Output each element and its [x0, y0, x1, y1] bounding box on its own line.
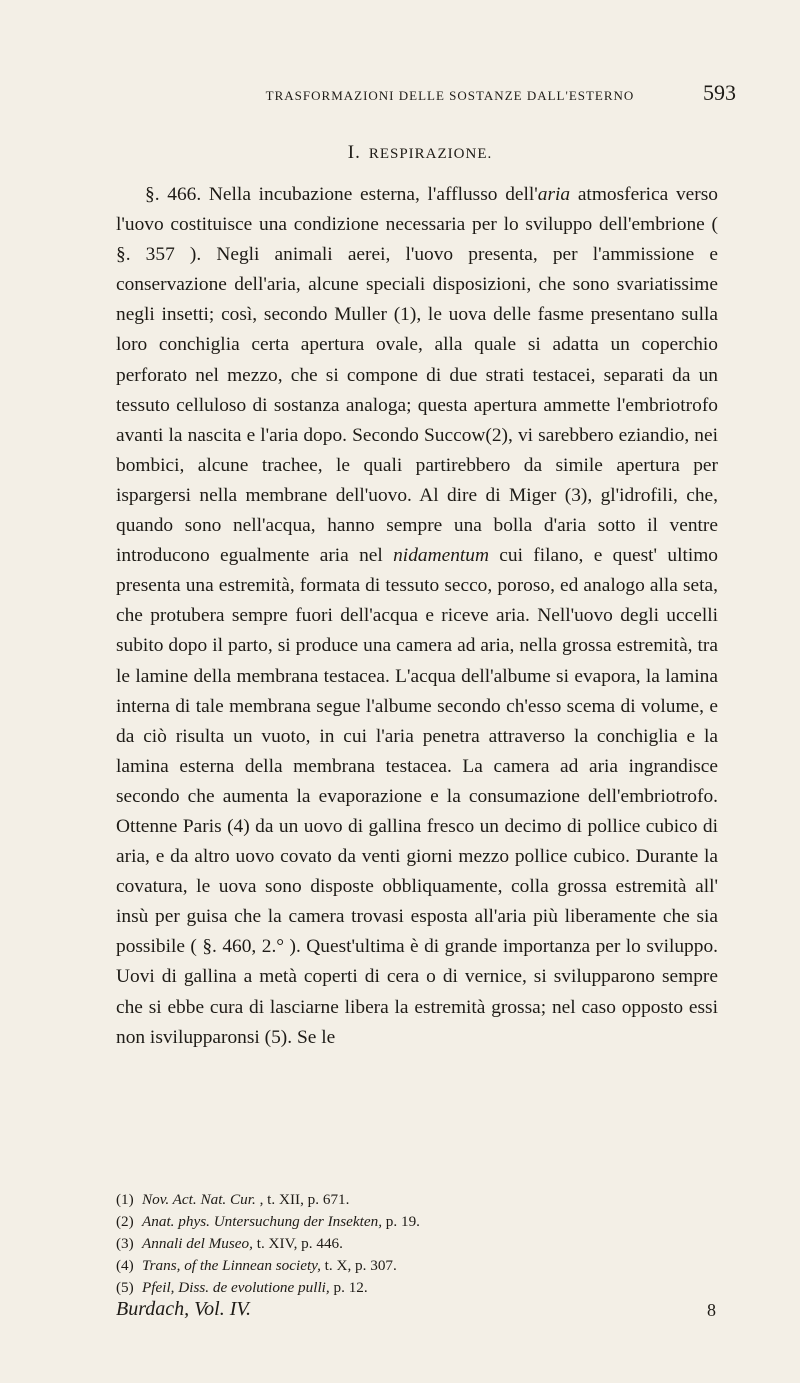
- footnote-ref: p. 12.: [329, 1279, 368, 1296]
- footnote-source: Pfeil, Diss. de evolutione pulli,: [142, 1279, 330, 1296]
- footnote-mark: (2): [116, 1213, 134, 1230]
- page-number: 593: [703, 80, 736, 105]
- section-heading: RESPIRAZIONE.: [368, 146, 493, 162]
- footnote: [116, 1277, 716, 1299]
- footnote-mark: (1): [116, 1191, 134, 1208]
- footnote-mark: (3): [116, 1235, 134, 1252]
- footnote-source: Trans, of the Linnean society,: [142, 1257, 321, 1274]
- footnote-ref: p. 19.: [382, 1213, 420, 1230]
- section-title: [200, 142, 640, 164]
- text-span: §. 466. Nella incubazione esterna, l'afflusso dell': [145, 184, 538, 205]
- section-number: I.: [347, 142, 361, 163]
- footnote-ref: , t. XII, p. 671.: [255, 1191, 350, 1208]
- footnote-mark: (5): [116, 1279, 134, 1296]
- footnote-ref: t. XIV, p. 446.: [252, 1235, 343, 1252]
- paragraph-466: [116, 180, 718, 1053]
- footnote-source: Anat. phys. Untersuchung der Insekten,: [142, 1213, 382, 1230]
- italic-term-aria: aria: [537, 184, 571, 205]
- signature-line: [116, 1298, 716, 1321]
- footnote-mark: (4): [116, 1257, 134, 1274]
- italic-term-nidamentum: nidamentum: [393, 545, 489, 567]
- footnotes: [116, 1189, 716, 1299]
- text-span: cui filano, e quest' ultimo presenta una estremità, formata di tessuto secco, poroso, ed analogo alla seta, che protubera sempre fuori dell'acqua e riceve aria. Nell'uovo degli uccelli subito dopo il parto, si produce una camera ad aria, nella grossa estremità, tra le lamine della membrana testacea. L'acqua dell'albume si evapora, la lamina interna di tale membrana segue l'albume secondo ch'esso scema di volume, e da ciò risulta un vuoto, in cui l'aria penetra attraverso la conchiglia e la lamina esterna della membrana testacea. La camera ad aria ingrandisce secondo che aumenta la evaporazione e la consumazione dell'embriotrofo. Ottenne Paris (4) da un uovo di gallina fresco un decimo di pollice cubico di aria, e da altro uovo covato da venti giorni mezzo pollice cubico. Durante la covatura, le uova sono disposte obbliquamente, colla grossa estremità all' insù per guisa che la camera trovasi esposta all'aria più liberamente che sia possibile ( §. 460, 2.° ). Quest'ultima è di grande importanza per lo sviluppo. Uovi di gallina a metà coperti di cera o di vernice, si svilupparono sempre che si ebbe cura di lasciarne libera la estremità grossa; nel caso opposto essi non isvilupparonsi (5). Se le: [116, 545, 719, 1048]
- footnote-ref: t. X, p. 307.: [320, 1257, 397, 1274]
- body-text: [116, 180, 718, 1053]
- footnote: [116, 1255, 716, 1277]
- footnote-source: Annali del Museo,: [142, 1235, 253, 1252]
- footnote: [116, 1189, 716, 1211]
- signature-mark: Burdach, Vol. IV.: [116, 1298, 251, 1320]
- footnote: [116, 1211, 716, 1233]
- running-header: TRASFORMAZIONI DELLE SOSTANZE DALL'ESTERNO: [265, 88, 635, 103]
- footnote-source: Nov. Act. Nat. Cur.: [142, 1191, 256, 1208]
- sheet-number: 8: [707, 1300, 716, 1320]
- footnote: [116, 1233, 716, 1255]
- text-span: atmosferica verso l'uovo costituisce una condizione necessaria per lo sviluppo dell'embrione ( §. 357 ). Negli animali aerei, l'uovo presenta, per l'ammissione e conservazione dell'aria, alcune speciali disposizioni, che sono svariatissime negli insetti; così, secondo Muller (1), le uova delle fasme presentano sulla loro conchiglia certa apertura ovale, alla quale si adatta un coperchio perforato nel mezzo, che si compone di due strati testacei, separati da un tessuto celluloso di sostanza analoga; questa apertura ammette l'embriotrofo avanti la nascita e l'aria dopo. Secondo Succow(2), vi sarebbero eziandio, nei bombici, alcune trachee, le quali partirebbero da simile apertura per ispargersi nella membrane dell'uovo. Al dire di Miger (3), gl'idrofili, che, quando sono nell'acqua, hanno sempre una bolla d'aria sotto il ventre introducono egualmente aria nel: [116, 184, 718, 567]
